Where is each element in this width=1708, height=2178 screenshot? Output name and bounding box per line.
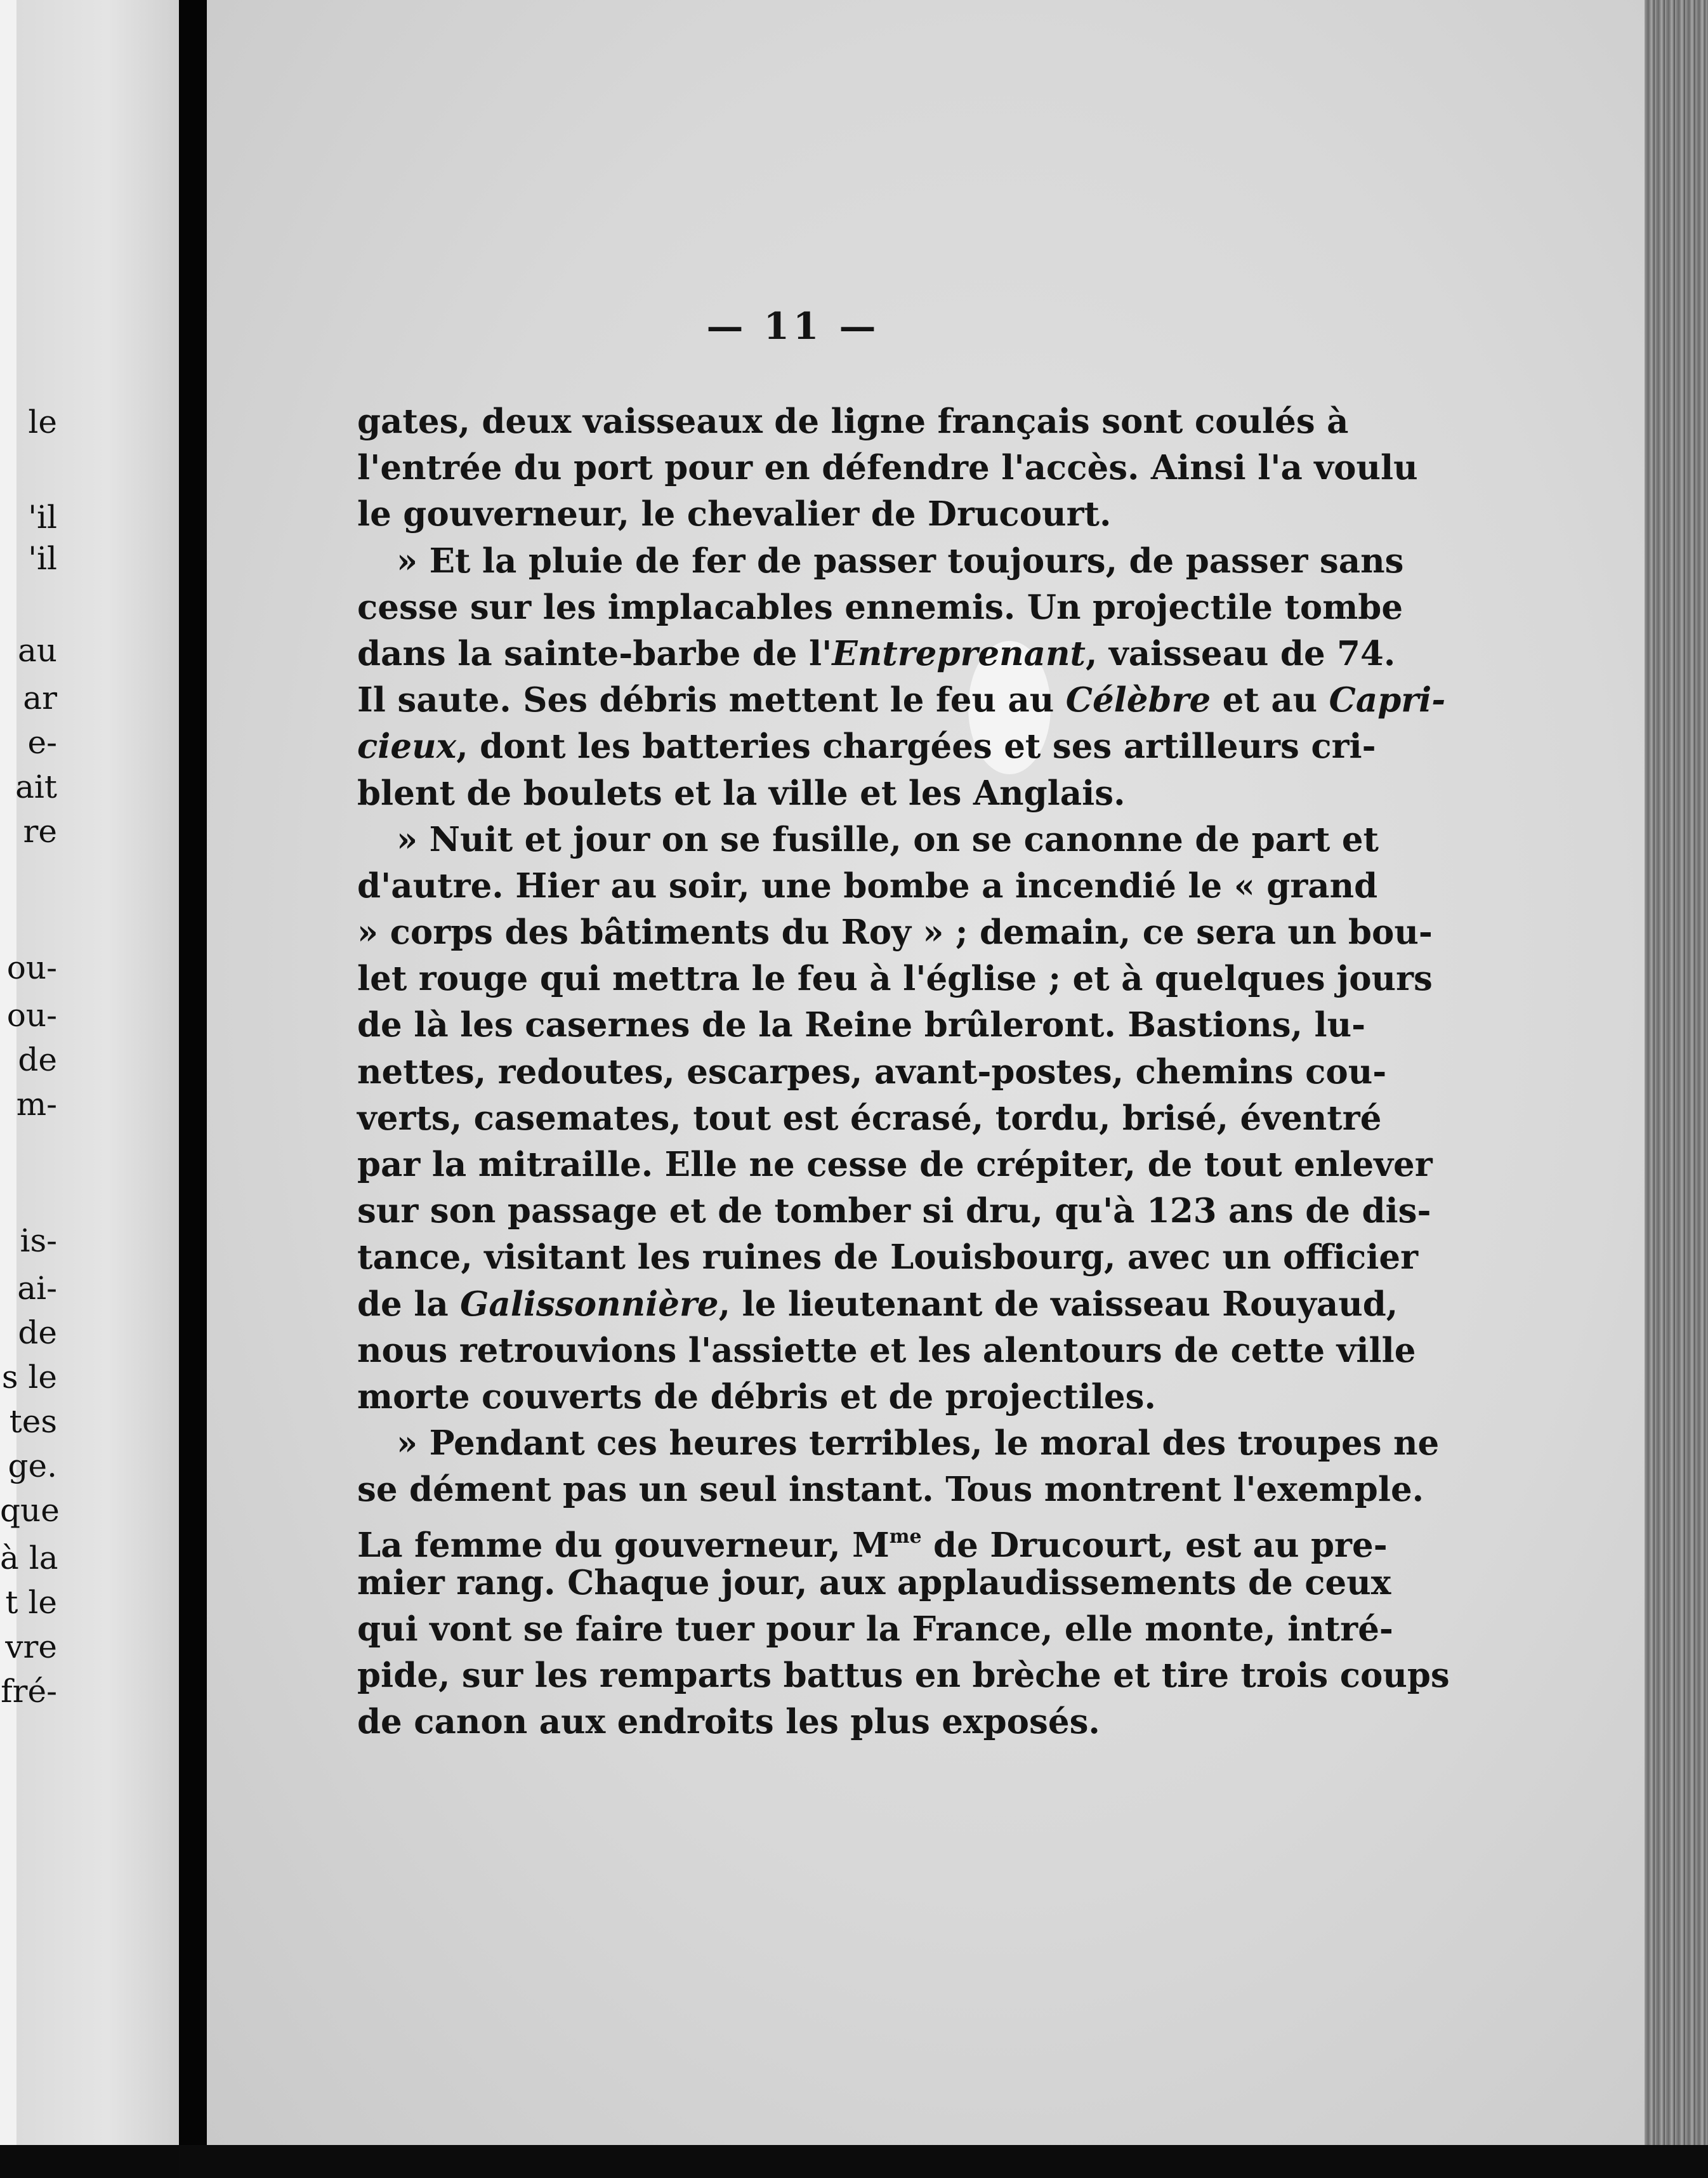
text-run: par la mitraille. Elle ne cesse de crépiter, de tout enlever — [357, 1145, 1433, 1184]
text-run: La femme du gouverneur, M — [357, 1525, 890, 1565]
scan-border — [179, 2145, 1708, 2178]
previous-page-line: ou- — [6, 997, 57, 1034]
italic-ship-name: Célèbre — [1065, 680, 1211, 720]
italic-ship-name: Capri- — [1329, 680, 1446, 720]
superscript: me — [889, 1525, 922, 1548]
text-run: mier rang. Chaque jour, aux applaudissements de ceux — [357, 1562, 1391, 1602]
text-run: l'entrée du port pour en défendre l'accès. Ainsi l'a voulu — [357, 448, 1418, 488]
text-line — [357, 584, 1403, 631]
text-run: Il saute. Ses débris mettent le feu au — [357, 680, 1066, 720]
previous-page-line: au — [17, 632, 57, 669]
previous-page-fragment — [0, 0, 179, 2145]
text-run: gates, deux vaisseaux de ligne français sont coulés à — [357, 402, 1349, 441]
text-run: , vaisseau de 74. — [1086, 633, 1396, 673]
previous-page-line: 'il — [28, 499, 57, 536]
previous-page-line: ai- — [17, 1270, 57, 1307]
italic-ship-name: cieux — [357, 727, 457, 767]
text-line — [357, 909, 1433, 956]
previous-page-line: vre — [5, 1628, 57, 1665]
previous-page-line: ait — [15, 769, 57, 805]
previous-page-line: ar — [23, 680, 57, 716]
previous-page-line: 'il — [28, 540, 57, 577]
text-run: d'autre. Hier au soir, une bombe a incendié le « grand — [357, 866, 1378, 906]
text-line — [357, 1467, 1424, 1513]
text-line — [357, 1095, 1382, 1142]
text-line — [357, 445, 1418, 491]
text-run: de canon aux endroits les plus exposés. — [357, 1702, 1100, 1742]
text-run: verts, casemates, tout est écrasé, tordu, brisé, éventré — [357, 1098, 1382, 1138]
text-run: morte couverts de débris et de projectiles. — [357, 1376, 1156, 1416]
text-run: , le lieutenant de vaisseau Rouyaud, — [718, 1284, 1398, 1324]
previous-page-line: m- — [16, 1086, 57, 1123]
text-run: de la — [357, 1284, 461, 1324]
text-line — [357, 1142, 1433, 1188]
text-line — [357, 863, 1378, 909]
text-line — [357, 1328, 1416, 1374]
previous-page-line: que — [0, 1492, 60, 1529]
text-line — [357, 817, 1379, 863]
previous-page-line: ge. — [8, 1448, 57, 1484]
text-run: let rouge qui mettra le feu à l'église ; et à quelques jours — [357, 959, 1433, 999]
book-spine-gutter — [179, 0, 207, 2178]
previous-page-line: re — [23, 813, 57, 850]
text-line — [357, 1234, 1419, 1281]
text-run: cesse sur les implacables ennemis. Un projectile tombe — [357, 587, 1403, 627]
text-line — [357, 677, 1446, 723]
text-line — [357, 1606, 1393, 1653]
previous-page-line: is- — [20, 1222, 57, 1259]
text-line — [357, 1699, 1277, 1745]
text-line — [357, 1188, 1431, 1234]
text-line — [357, 1514, 1388, 1565]
previous-page-line: ou- — [6, 949, 57, 986]
text-line — [357, 1281, 1398, 1328]
text-line — [357, 491, 1277, 538]
page-number: — 11 — — [706, 305, 880, 348]
text-run: qui vont se faire tuer pour la France, elle monte, intré- — [357, 1609, 1393, 1649]
previous-page-line: fré- — [1, 1673, 57, 1710]
previous-page-line: s le — [1, 1359, 57, 1396]
previous-page-line: e- — [27, 724, 57, 761]
text-run: pide, sur les remparts battus en brèche et tire trois coups — [357, 1656, 1450, 1696]
page-stack-edges — [1645, 0, 1708, 2178]
text-run: » Nuit et jour on se fusille, on se canonne de part et — [397, 819, 1379, 859]
text-line — [357, 538, 1404, 584]
text-run: sur son passage et de tomber si dru, qu'à 123 ans de dis- — [357, 1191, 1431, 1231]
text-line — [357, 723, 1376, 770]
text-run: et au — [1211, 680, 1329, 720]
text-run: tance, visitant les ruines de Louisbourg, avec un officier — [357, 1238, 1419, 1277]
text-run: le gouverneur, le chevalier de Drucourt. — [357, 494, 1112, 534]
text-line — [357, 631, 1396, 677]
text-run: blent de boulets et la ville et les Anglais. — [357, 773, 1126, 813]
italic-ship-name: Galissonnière — [460, 1284, 719, 1324]
text-line — [357, 1002, 1366, 1048]
text-line — [357, 1560, 1391, 1606]
previous-page-line: tes — [9, 1403, 57, 1440]
text-run: nettes, redoutes, escarpes, avant-postes, chemins cou- — [357, 1052, 1387, 1092]
previous-page-line: le — [28, 404, 57, 440]
text-run: » corps des bâtiments du Roy » ; demain, ce sera un bou- — [357, 913, 1433, 953]
text-run: » Pendant ces heures terribles, le moral des troupes ne — [397, 1423, 1440, 1463]
body-text — [357, 399, 1450, 1745]
previous-page-line: de — [18, 1314, 57, 1351]
text-run: de là les casernes de la Reine brûleront. Bastions, lu- — [357, 1005, 1366, 1045]
previous-page-line: à la — [0, 1540, 58, 1576]
previous-page-line: t le — [5, 1584, 57, 1621]
text-run: nous retrouvions l'assiette et les alentours de cette ville — [357, 1330, 1416, 1370]
italic-ship-name: Entreprenant — [832, 633, 1086, 673]
previous-page-line: de — [18, 1041, 57, 1078]
text-line — [357, 1049, 1387, 1095]
text-line — [357, 399, 1349, 445]
text-run: dans la sainte-barbe de l' — [357, 633, 832, 673]
text-run: » Et la pluie de fer de passer toujours, de passer sans — [397, 541, 1404, 581]
text-line — [357, 1653, 1450, 1699]
text-line — [357, 770, 1277, 817]
text-run: se dément pas un seul instant. Tous montrent l'exemple. — [357, 1470, 1424, 1510]
text-line — [357, 1374, 1277, 1420]
text-run: de Drucourt, est au pre- — [921, 1525, 1388, 1565]
text-run: , dont les batteries chargées et ses artilleurs cri- — [456, 727, 1376, 767]
text-line — [357, 1420, 1440, 1467]
text-line — [357, 956, 1433, 1002]
